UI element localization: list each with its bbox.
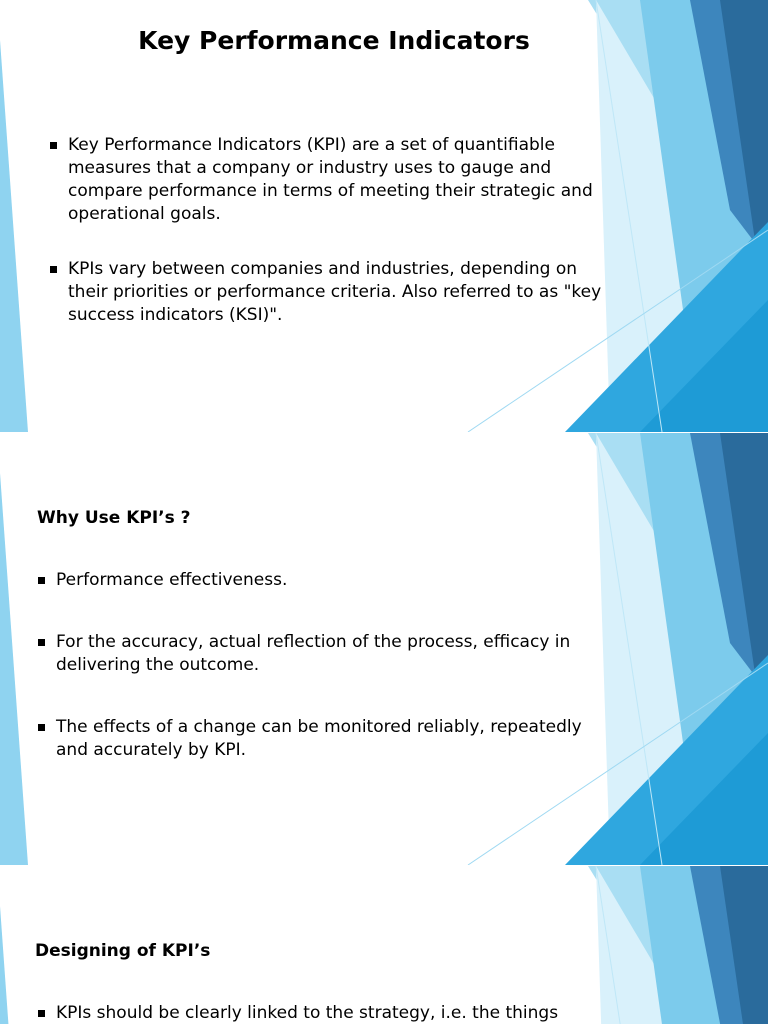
list-item: The effects of a change can be monitored reliably, repeatedly and accurately by KPI. <box>38 716 603 762</box>
section-heading: Designing of KPI’s <box>35 941 211 961</box>
list-item: KPIs vary between companies and industries, depending on their priorities or performance criteria. Also referred to as "key success indicators (KSI)". <box>50 258 610 327</box>
slide-2 <box>0 433 768 865</box>
list-item: Key Performance Indicators (KPI) are a set of quantifiable measures that a company or industry uses to gauge and compare performance in terms of meeting their strategic and operational goals. <box>50 134 610 226</box>
bullet-list <box>38 1002 603 1024</box>
slide-3 <box>0 866 768 1024</box>
section-heading: Why Use KPI’s ? <box>37 508 191 528</box>
list-item: KPIs should be clearly linked to the strategy, i.e. the things <box>38 1002 603 1024</box>
list-item: For the accuracy, actual reflection of the process, efficacy in delivering the outcome. <box>38 631 603 677</box>
bullet-list <box>38 569 603 762</box>
bullet-list <box>50 134 610 327</box>
slide-1 <box>0 0 768 432</box>
list-item: Performance effectiveness. <box>38 569 603 592</box>
page-title: Key Performance Indicators <box>138 26 530 55</box>
